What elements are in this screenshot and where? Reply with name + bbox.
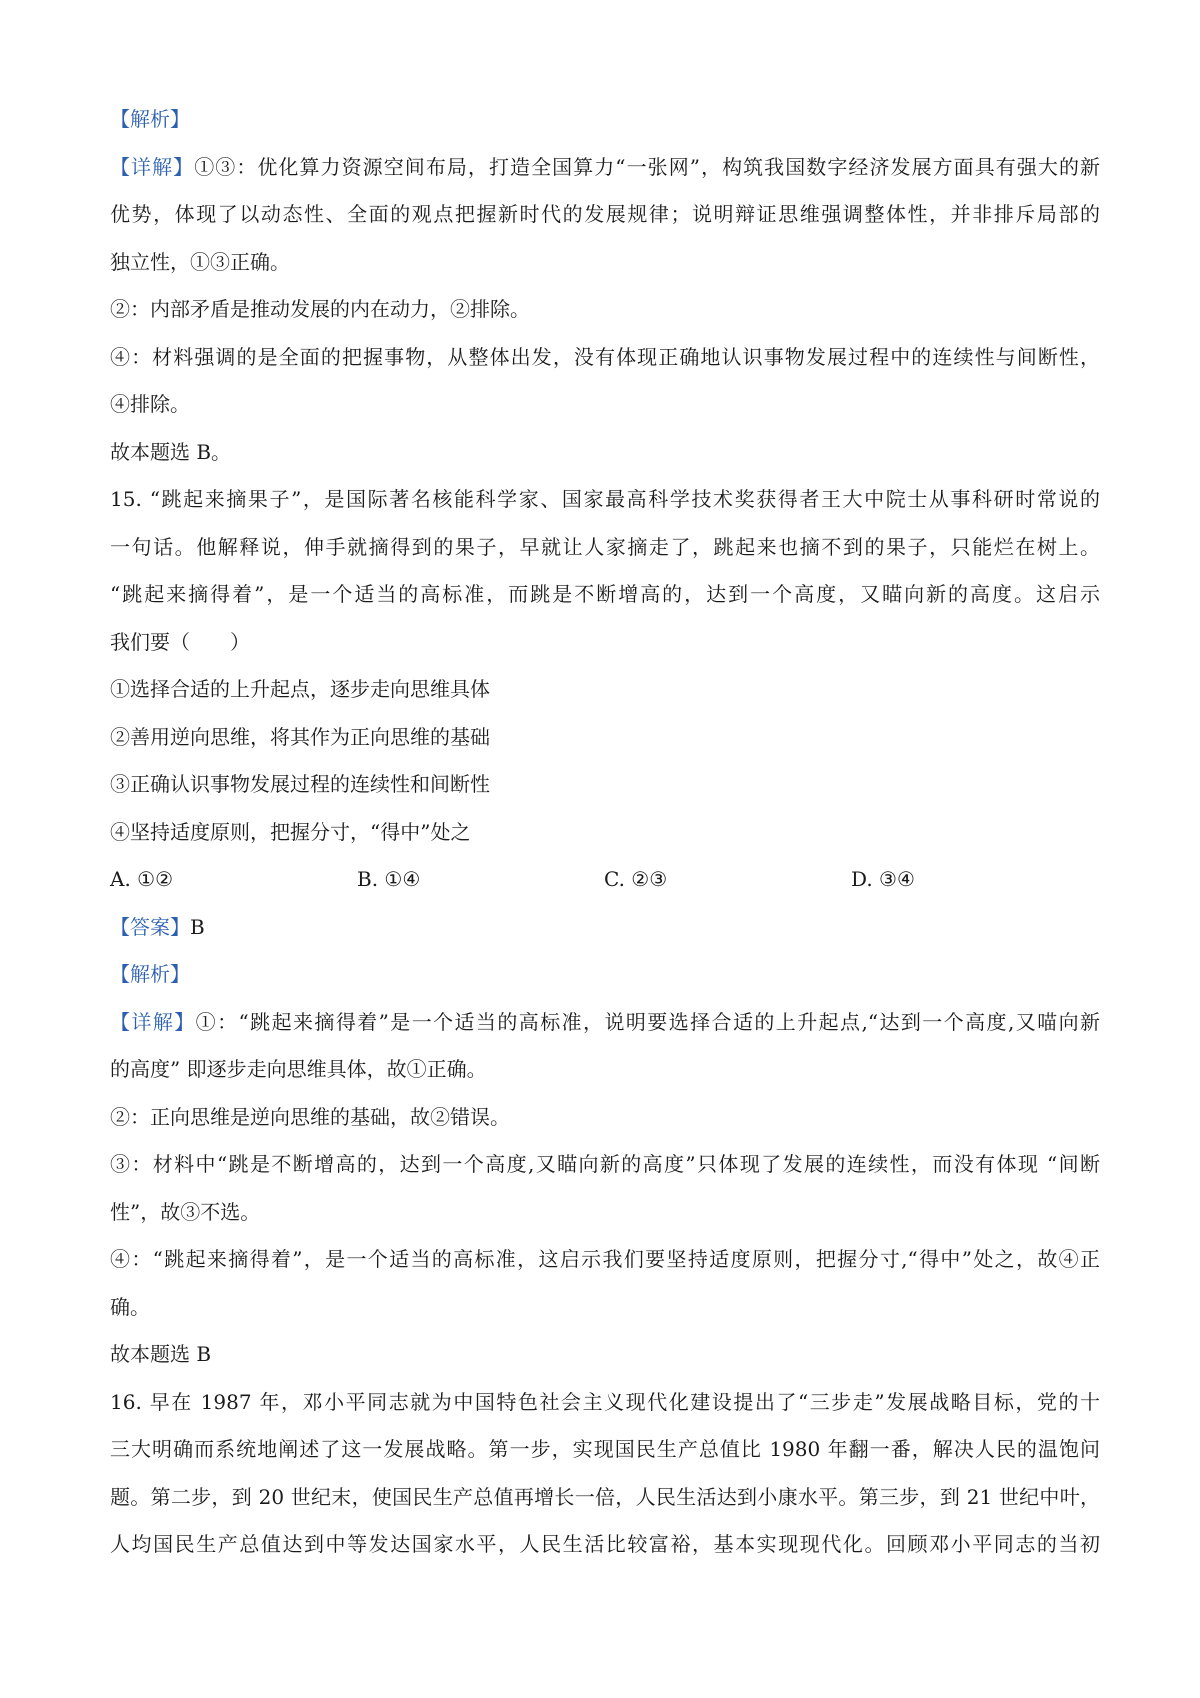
q16-stem-line-4: 人均国民生产总值达到中等发达国家水平，人民生活比较富裕，基本实现现代化。回顾邓小平同志的当初 bbox=[110, 1532, 1100, 1556]
q15-detail-line-1 bbox=[110, 999, 1100, 1047]
analysis-heading-q15 bbox=[110, 951, 1100, 999]
detail-line-1 bbox=[110, 144, 1100, 192]
answer-tag: 【答案】 bbox=[110, 914, 190, 939]
detail-tag: 【详解】 bbox=[110, 154, 195, 179]
q15-analysis-item-2: ②：正向思维是逆向思维的基础，故②错误。 bbox=[110, 1104, 510, 1129]
q15-statement-3: ③正确认识事物发展过程的连续性和间断性 bbox=[110, 772, 490, 796]
q15-analysis-item-4-line-2: 确。 bbox=[110, 1294, 150, 1319]
q16-stem-line-3: 题。第二步，到 20 世纪末，使国民生产总值再增长一倍，人民生活达到小康水平。第三步，到 21 世纪中叶， bbox=[110, 1484, 1100, 1509]
q15-option-a: A. ①② bbox=[110, 867, 174, 891]
q15-stem-line-4: 我们要（ ） bbox=[110, 629, 250, 654]
q16-stem-line-1: 16. 早在 1987 年，邓小平同志就为中国特色社会主义现代化建设提出了“三步走”发展战略目标，党的十 bbox=[110, 1389, 1100, 1414]
analysis-item-4-line-2: ④排除。 bbox=[110, 392, 190, 416]
q15-statement-2: ②善用逆向思维，将其作为正向思维的基础 bbox=[110, 724, 490, 749]
q15-stem-line-2: 一句话。他解释说，伸手就摘得到的果子，早就让人家摘走了，跳起来也摘不到的果子，只能烂在树上。 bbox=[110, 534, 1100, 559]
analysis-item-4-line-1: ④：材料强调的是全面的把握事物，从整体出发，没有体现正确地认识事物发展过程中的连续性与间断性， bbox=[110, 344, 1100, 369]
analysis-tag: 【解析】 bbox=[110, 962, 190, 986]
q15-stem-line-3: “跳起来摘得着”，是一个适当的高标准，而跳是不断增高的，达到一个高度，又瞄向新的高度。这启示 bbox=[110, 582, 1100, 606]
q15-answer bbox=[110, 904, 1100, 952]
q15-option-c: C. ②③ bbox=[604, 867, 668, 891]
detail-text: ①：“跳起来摘得着”是一个适当的高标准，说明要选择合适的上升起点,“达到一个高度,又喵向新 bbox=[195, 1009, 1100, 1034]
detail-tag: 【详解】 bbox=[110, 1009, 196, 1034]
analysis-item-2: ②：内部矛盾是推动发展的内在动力，②排除。 bbox=[110, 297, 530, 321]
conclusion-q15: 故本题选 B bbox=[110, 1342, 212, 1366]
q16-stem-line-2: 三大明确而系统地阐述了这一发展战略。第一步，实现国民生产总值比 1980 年翻一番，解决人民的温饱问 bbox=[110, 1437, 1100, 1461]
q15-option-d: D. ③④ bbox=[851, 867, 915, 891]
conclusion-q14: 故本题选 B。 bbox=[110, 439, 232, 464]
page-content bbox=[110, 96, 1100, 1569]
analysis-tag: 【解析】 bbox=[110, 107, 190, 131]
analysis-heading-q14 bbox=[110, 96, 1100, 144]
q15-statement-4: ④坚持适度原则，把握分寸，“得中”处之 bbox=[110, 819, 471, 844]
q15-analysis-item-3-line-2: 性”，故③不选。 bbox=[110, 1199, 261, 1224]
detail-text: ①③：优化算力资源空间布局，打造全国算力“一张网”，构筑我国数字经济发展方面具有强大的新 bbox=[194, 154, 1100, 179]
detail-line-2: 优势，体现了以动态性、全面的观点把握新时代的发展规律；说明辩证思维强调整体性，并非排斥局部的 bbox=[110, 202, 1100, 226]
answer-value: B bbox=[190, 914, 205, 939]
q15-stem-line-1: 15. “跳起来摘果子”，是国际著名核能科学家、国家最高科学技术奖获得者王大中院士从事科研时常说的 bbox=[110, 487, 1100, 511]
q15-analysis-item-4-line-1: ④：“跳起来摘得着”，是一个适当的高标准，这启示我们要坚持适度原则，把握分寸,“得中”处之，故④正 bbox=[110, 1247, 1100, 1271]
detail-line-3: 独立性，①③正确。 bbox=[110, 249, 290, 274]
q15-option-b: B. ①④ bbox=[357, 867, 421, 891]
q15-options bbox=[110, 856, 1100, 904]
q15-detail-line-2: 的高度” 即逐步走向思维具体，故①正确。 bbox=[110, 1057, 487, 1081]
q15-analysis-item-3-line-1: ③：材料中“跳是不断增高的，达到一个高度,又瞄向新的高度”只体现了发展的连续性，而没有体现 “间断 bbox=[110, 1152, 1100, 1176]
q15-statement-1: ①选择合适的上升起点，逐步走向思维具体 bbox=[110, 677, 490, 701]
